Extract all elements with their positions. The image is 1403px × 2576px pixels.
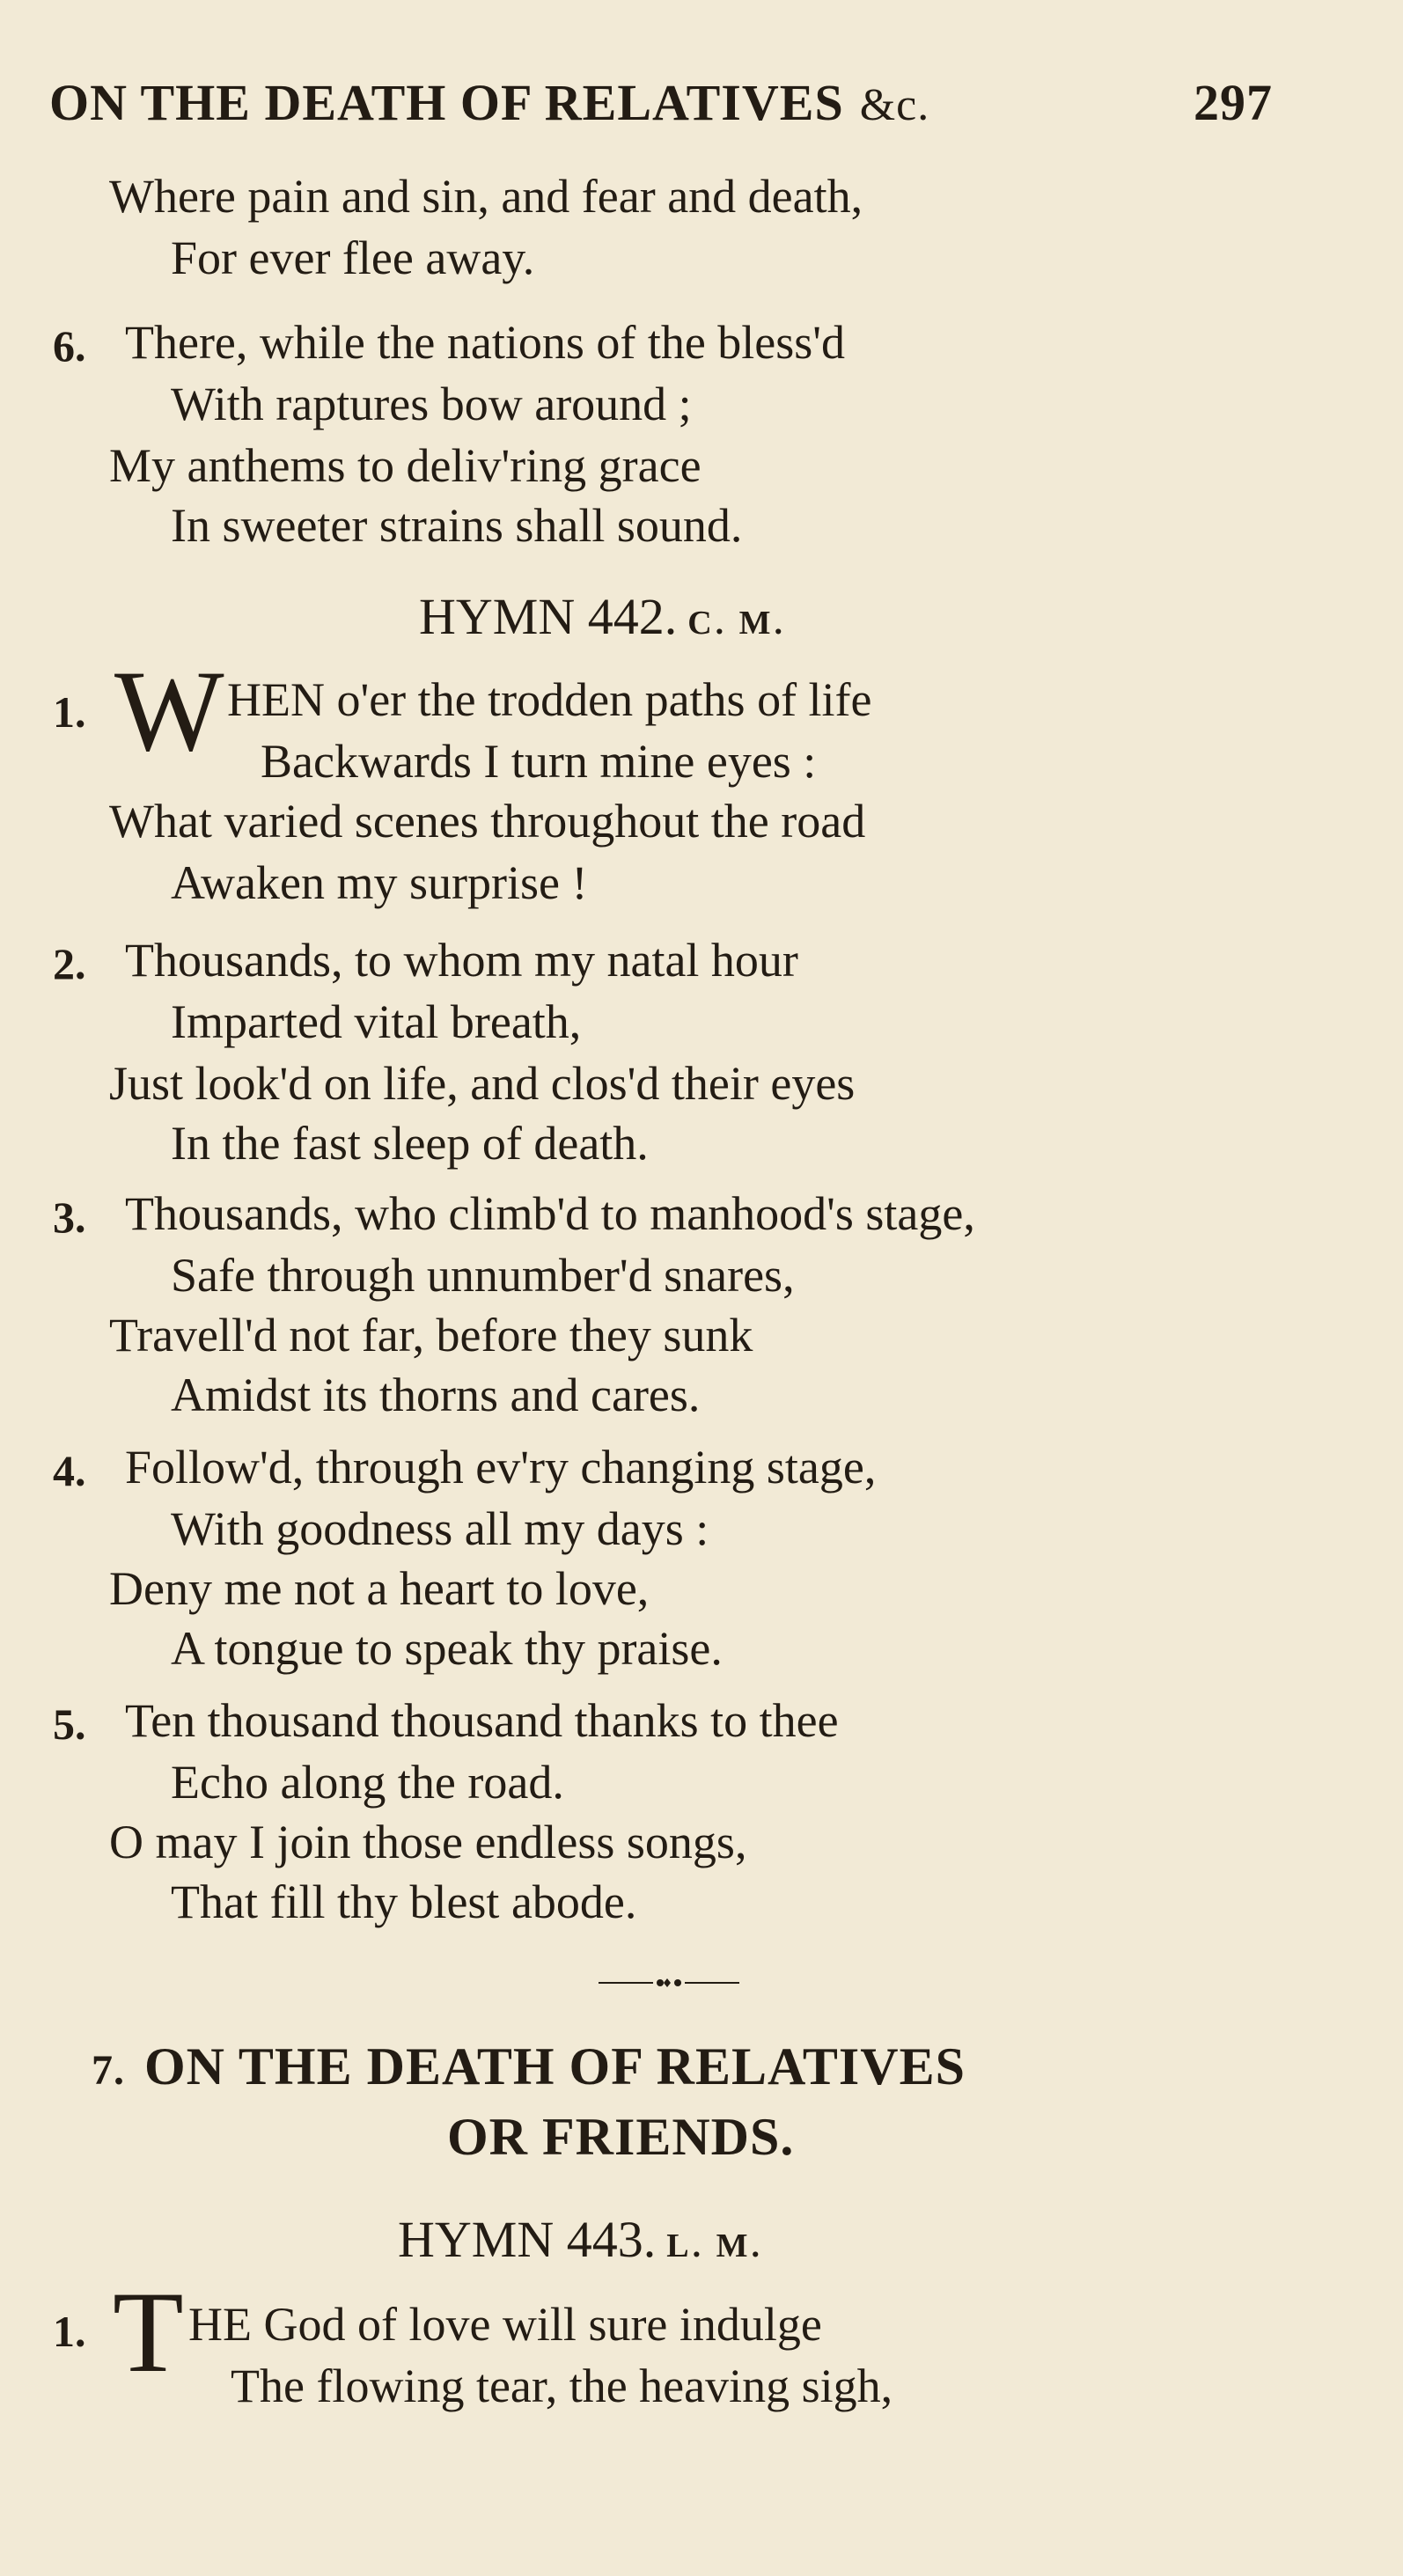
- hymn-number: HYMN 443.: [398, 2211, 657, 2268]
- header-etc: &c.: [859, 80, 930, 130]
- stanza-number: 4.: [53, 1446, 86, 1495]
- stanza-number: 1.: [53, 2307, 86, 2356]
- verse-line: Just look'd on life, and clos'd their eyes: [109, 1057, 856, 1110]
- drop-cap: T: [113, 2267, 184, 2396]
- verse-line: Thousands, to whom my natal hour: [125, 934, 798, 987]
- hymn-meter: C. M.: [687, 605, 787, 642]
- section-title-text: ON THE DEATH OF RELATIVES: [144, 2037, 966, 2095]
- verse-line: HEN o'er the trodden paths of life: [227, 673, 872, 726]
- verse-line: Awaken my surprise !: [171, 856, 588, 909]
- verse-line: That fill thy blest abode.: [171, 1875, 637, 1928]
- verse-line: In sweeter strains shall sound.: [171, 499, 743, 552]
- stanza-number: 6.: [53, 321, 86, 371]
- stanza-number: 5.: [53, 1699, 86, 1749]
- hymn-title: [398, 2211, 763, 2268]
- verse-line: The flowing tear, the heaving sigh,: [231, 2359, 893, 2412]
- hymn-title: [419, 588, 787, 645]
- page-number: 297: [1194, 74, 1273, 131]
- stanza-number: 1.: [53, 687, 86, 737]
- verse-line: HE God of love will sure indulge: [188, 2298, 822, 2351]
- verse-line: Echo along the road.: [171, 1756, 564, 1809]
- section-number: 7.: [92, 2047, 125, 2094]
- hymn-meter: L. M.: [666, 2227, 763, 2264]
- verse-line: Deny me not a heart to love,: [109, 1562, 650, 1615]
- verse-line: What varied scenes throughout the road: [109, 795, 866, 848]
- verse-line: A tongue to speak thy praise.: [171, 1622, 723, 1675]
- verse-line: Amidst its thorns and cares.: [171, 1369, 701, 1421]
- verse-line: Follow'd, through ev'ry changing stage,: [125, 1441, 877, 1493]
- verse-line: With raptures bow around ;: [171, 378, 692, 430]
- stanza-number: 3.: [53, 1193, 86, 1242]
- verse-line: In the fast sleep of death.: [171, 1117, 649, 1170]
- verse-line: My anthems to deliv'ring grace: [109, 439, 702, 492]
- section-heading-line2: OR FRIENDS.: [447, 2108, 795, 2166]
- hymn-number: HYMN 442.: [419, 588, 678, 645]
- running-header: [49, 74, 1299, 131]
- stanza-number: 2.: [53, 939, 86, 988]
- verse-line: There, while the nations of the bless'd: [125, 316, 846, 369]
- drop-cap: W: [114, 646, 224, 775]
- verse-line: With goodness all my days :: [171, 1502, 709, 1555]
- verse-line: Travell'd not far, before they sunk: [109, 1309, 753, 1361]
- verse-line: Imparted vital breath,: [171, 995, 582, 1048]
- header-title: ON THE DEATH OF RELATIVES: [49, 74, 844, 131]
- verse-line: O may I join those endless songs,: [109, 1816, 747, 1868]
- verse-line: Thousands, who climb'd to manhood's stage,: [125, 1187, 975, 1240]
- ornament-divider: [599, 1978, 739, 1987]
- section-heading-line1: [92, 2037, 966, 2095]
- verse-line: Safe through unnumber'd snares,: [171, 1249, 795, 1302]
- verse-line: Backwards I turn mine eyes :: [261, 735, 817, 788]
- verse-line: Where pain and sin, and fear and death,: [109, 170, 863, 223]
- verse-line: Ten thousand thousand thanks to thee: [125, 1694, 839, 1747]
- verse-line: For ever flee away.: [171, 231, 535, 284]
